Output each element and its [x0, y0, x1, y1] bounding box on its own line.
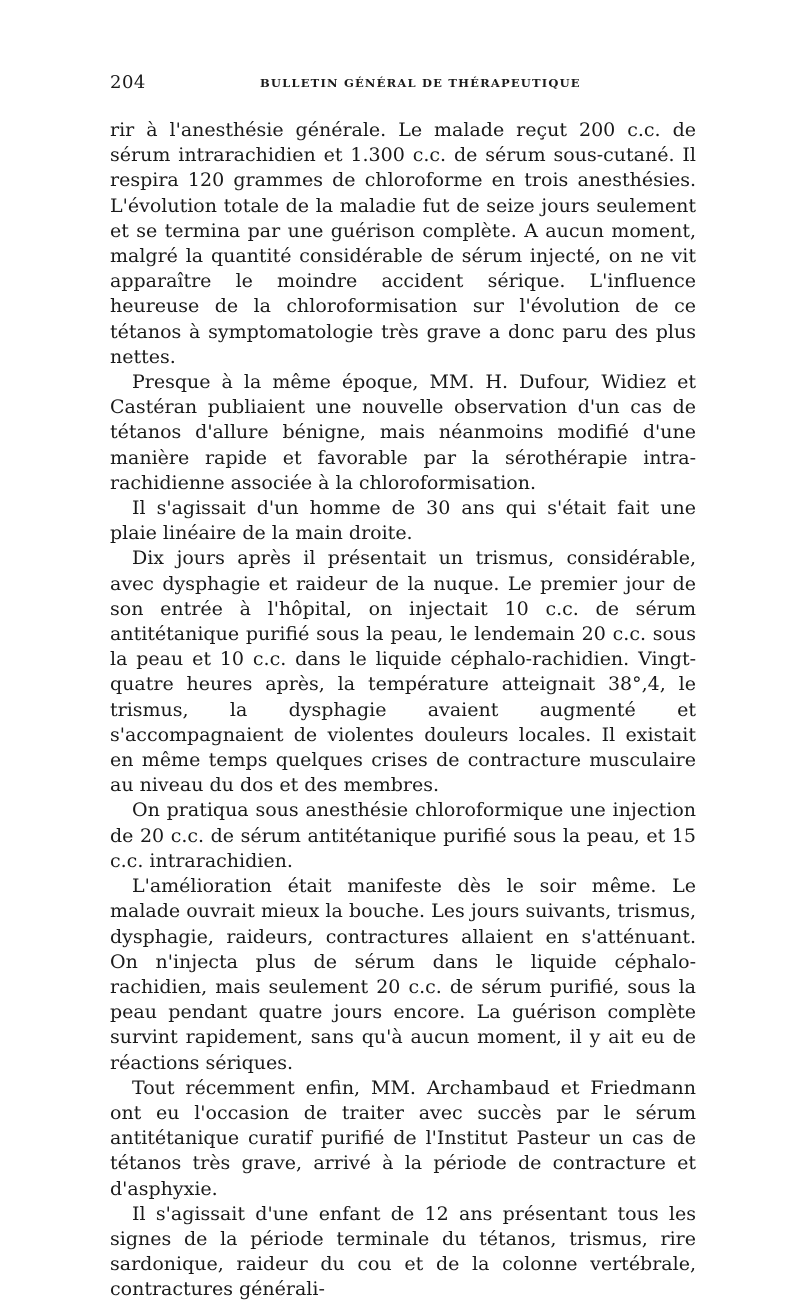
paragraph: Tout récemment enfin, MM. Archambaud et Friedmann ont eu l'occasion de traiter avec succès par le sérum antitétanique curatif purifié de l'Institut Pasteur un cas de tétanos très grave, arrivé à la période de contracture et d'asphyxie.	[110, 1076, 696, 1200]
paragraph: Il s'agissait d'un homme de 30 ans qui s'était fait une plaie linéaire de la main droite.	[110, 497, 696, 545]
page-number: 204	[110, 72, 146, 93]
paragraph: Il s'agissait d'une enfant de 12 ans présentant tous les signes de la période terminale du tétanos, trismus, rire sardonique, raideur du cou et de la colonne vertébrale, contractures générali-	[110, 1202, 696, 1301]
paragraph: On pratiqua sous anesthésie chloroformique une injection de 20 c.c. de sérum antitétanique purifié sous la peau, et 15 c.c. intrarachidien.	[110, 799, 696, 872]
paragraph: Dix jours après il présentait un trismus, considérable, avec dysphagie et raideur de la nuque. Le premier jour de son entrée à l'hôpital, on injectait 10 c.c. de sérum antitétanique purifié sous la peau, le lendemain 20 c.c. sous la peau et 10 c.c. dans le liquide céphalo-rachidien. Vingt-quatre heures après, la température atteignait 38°,4, le trismus, la dysphagie avaient augmenté et s'accompagnaient de violentes douleurs locales. Il existait en même temps quelques crises de contracture musculaire au niveau du dos et des membres.	[110, 547, 696, 797]
body-text	[110, 118, 696, 1303]
running-head: BULLETIN GÉNÉRAL DE THÉRAPEUTIQUE	[260, 76, 581, 90]
paragraph: rir à l'anesthésie générale. Le malade reçut 200 c.c. de sérum intrarachidien et 1.300 c.c. de sérum sous-cutané. Il respira 120 grammes de chloroforme en trois anesthésies. L'évolution totale de la maladie fut de seize jours seulement et se termina par une guérison complète. A aucun moment, malgré la quantité considérable de sérum injecté, on ne vit apparaître le moindre accident sérique. L'influence heureuse de la chloroformisation sur l'évolution de ce tétanos à symptomatologie très grave a donc paru des plus nettes.	[110, 119, 696, 368]
paragraph: Presque à la même époque, MM. H. Dufour, Widiez et Castéran publiaient une nouvelle observation d'un cas de tétanos d'allure bénigne, mais néanmoins modifié d'une manière rapide et favorable par la sérothérapie intra-rachidienne associée à la chloroformisation.	[110, 371, 696, 494]
page-header	[110, 72, 690, 96]
paragraph: L'amélioration était manifeste dès le soir même. Le malade ouvrait mieux la bouche. Les jours suivants, trismus, dysphagie, raideurs, contractures allaient en s'atténuant. On n'injecta plus de sérum dans le liquide céphalo-rachidien, mais seulement 20 c.c. de sérum purifié, sous la peau pendant quatre jours encore. La guérison complète survint rapidement, sans qu'à aucun moment, il y ait eu de réactions sériques.	[110, 875, 696, 1074]
